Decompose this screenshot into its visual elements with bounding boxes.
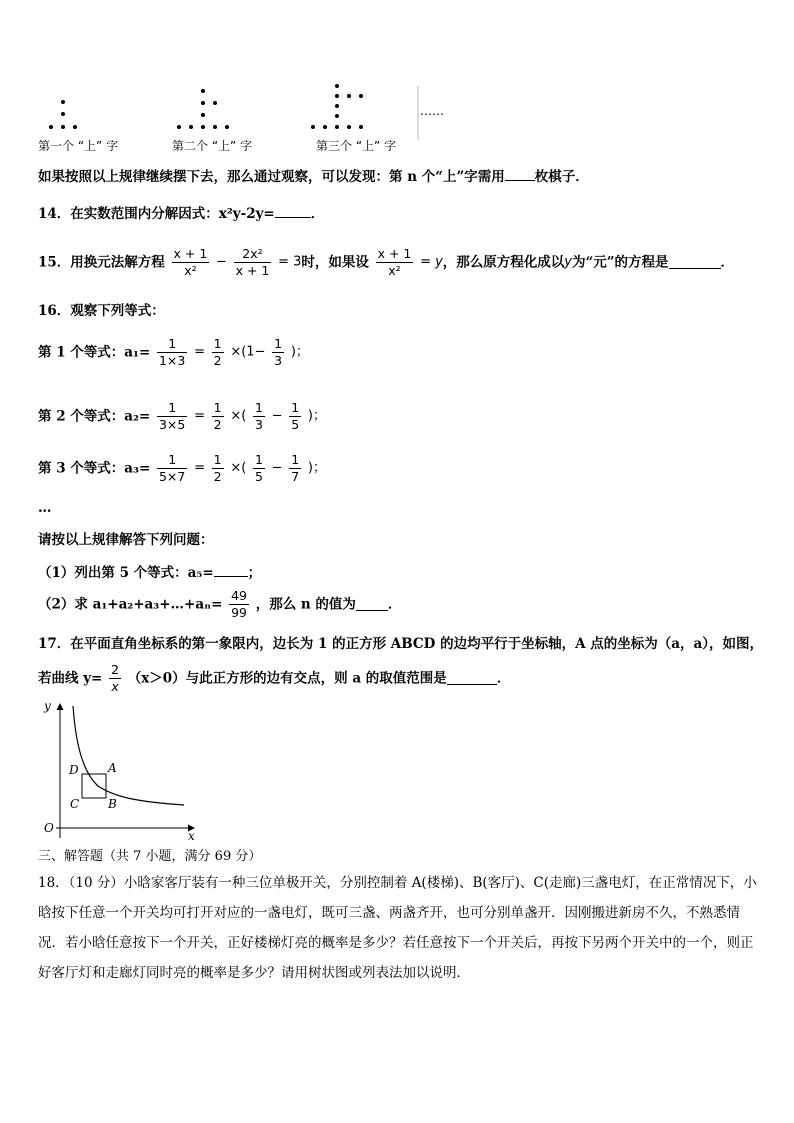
fraction: [157, 336, 187, 369]
dot: [61, 100, 65, 104]
dot: [189, 125, 193, 129]
fraction-half: [212, 336, 224, 369]
q16-part-2: [38, 588, 401, 621]
fraction-denominator: 3×5: [158, 417, 186, 432]
fraction: [289, 452, 301, 485]
times-paren: ×(: [230, 408, 247, 424]
dot: [49, 125, 53, 129]
dot: [335, 125, 339, 129]
graph-label-d: D: [69, 763, 79, 777]
fraction-numerator: 1: [291, 452, 300, 467]
fraction: [289, 400, 301, 433]
q16-equation-3: [38, 452, 326, 485]
q15-equals-3: = 3: [278, 254, 302, 270]
q16-equation-1: [38, 336, 309, 369]
dot: [201, 101, 205, 105]
q15-text-c: ，那么原方程化成以: [442, 254, 565, 271]
answer-blank-16-1: [214, 564, 248, 577]
fraction-numerator: 1: [157, 400, 187, 417]
fraction-numerator: 1: [213, 452, 222, 467]
fraction-numerator: 2x²: [234, 246, 272, 263]
q15-fraction-1: [172, 246, 210, 279]
equation-label: 第 3 个等式：a₃=: [38, 460, 151, 477]
times-paren: ×(: [230, 460, 247, 476]
graph-label-a: A: [108, 761, 117, 775]
dot: [347, 94, 351, 98]
fraction-denominator: 7: [291, 469, 300, 484]
dot: [61, 125, 65, 129]
q16-p1-text-a: （1）列出第 5 个等式：a₅=: [38, 565, 214, 581]
equals-sign: =: [194, 344, 205, 360]
dot: [311, 125, 315, 129]
dot-figures: [0, 0, 794, 140]
fraction-denominator: 3: [255, 417, 263, 432]
figure-1-label: 第一个 “上” 字: [38, 139, 119, 153]
question-13-line: [38, 168, 589, 185]
dot: [335, 104, 339, 108]
figure-ellipsis: ……: [420, 104, 444, 118]
q16-p1-text-b: ；: [247, 565, 262, 581]
fraction: [157, 452, 187, 485]
figure-3-label: 第三个 “上” 字: [316, 139, 397, 153]
dot: [359, 125, 363, 129]
fraction-numerator: 2: [111, 662, 120, 677]
fraction-denominator: 3: [274, 353, 283, 368]
dot: [201, 113, 205, 117]
dot: [73, 125, 77, 129]
fraction-denominator: 5: [255, 469, 263, 484]
q15-fraction-3: [376, 246, 414, 279]
equation-label: 第 2 个等式：a₂=: [38, 408, 151, 425]
answer-blank-16-2: [356, 598, 388, 611]
equals-sign: =: [194, 408, 205, 424]
fraction-numerator: x + 1: [173, 246, 208, 261]
fraction-denominator: x: [111, 679, 119, 694]
figure-3-dots: [311, 84, 363, 129]
q15-text-b: 时，如果设: [301, 254, 369, 271]
fraction-denominator: x + 1: [235, 263, 270, 278]
question-18: 18．（10 分）小晗家客厅装有一种三位单极开关，分别控制着 A(楼梯)、B(客厅)、C(走廊)三盏电灯，在正常情况下，小晗按下任意一个开关均可打开对应的一盏电灯，既可三盏、两盏齐开，也可分别单盏开．因刚搬进新房不久，不熟悉情况．若小晗任意按下一个开关，正好楼梯灯亮的概率是多少？若任意按下一个开关后，再按下另两个开关中的一个，则正好客厅灯和走廊灯同时亮的概率是多少？请用树状图或列表法加以说明．: [38, 875, 757, 981]
fraction-numerator: 1: [255, 400, 263, 415]
fraction-numerator: 1: [274, 336, 283, 351]
fraction-denominator: 99: [231, 605, 247, 620]
fraction: [157, 400, 187, 433]
dot: [323, 125, 327, 129]
fraction-numerator: 49: [231, 588, 247, 603]
figure-2-dots: [177, 89, 229, 129]
question-14: [38, 205, 324, 222]
dot: [201, 125, 205, 129]
dot: [359, 94, 363, 98]
q15-text-d: 为“元”的方程是: [571, 254, 669, 271]
dot: [335, 94, 339, 98]
times-paren: ×(1−: [230, 344, 266, 360]
answer-blank-13: [505, 168, 535, 181]
hyperbola-curve: [73, 706, 184, 805]
dot: [177, 125, 181, 129]
equals-sign: =: [194, 460, 205, 476]
q16-ellipsis: …: [38, 500, 52, 516]
question-17-line-1: 17．在平面直角坐标系的第一象限内，边长为 1 的正方形 ABCD 的边均平行于坐标轴，A 点的坐标为（a，a），如图，: [38, 636, 763, 652]
q17-text-a: 若曲线 y=: [38, 670, 103, 687]
dot: [225, 125, 229, 129]
q15-text-a: 15．用换元法解方程: [38, 254, 165, 271]
q15-y: y: [564, 254, 572, 270]
dot: [213, 125, 217, 129]
fraction: [109, 662, 121, 695]
dot: [213, 101, 217, 105]
minus-sign: −: [271, 460, 283, 476]
graph-label-c: C: [70, 797, 80, 811]
answer-blank-14: [275, 205, 311, 218]
figure-2-label: 第二个 “上” 字: [172, 139, 253, 153]
fraction-denominator: 2: [213, 353, 222, 368]
q14-text-b: ．: [310, 206, 325, 222]
q13-text-b: 枚棋子．: [534, 169, 589, 185]
q15-equals-y: = y: [420, 254, 443, 270]
q15-fraction-2: [234, 246, 272, 279]
fraction-half: [212, 400, 224, 433]
graph-label-origin: O: [44, 821, 54, 835]
close-paren: )；: [307, 460, 326, 476]
question-15: [38, 246, 734, 279]
graph-label-y: y: [44, 699, 51, 713]
q17-graph: [36, 698, 206, 843]
fraction-numerator: 1: [157, 336, 187, 353]
fraction-denominator: x²: [184, 263, 197, 278]
close-paren: )；: [307, 408, 326, 424]
dot: [201, 89, 205, 93]
fraction: [229, 588, 249, 621]
dot: [61, 112, 65, 116]
q17-text-c: ．: [496, 670, 511, 687]
fraction-denominator: 2: [213, 469, 222, 484]
question-16-heading: 16．观察下列等式：: [38, 303, 165, 319]
graph-label-b: B: [108, 797, 117, 811]
dot: [335, 114, 339, 118]
fraction-numerator: 1: [213, 400, 222, 415]
q15-minus: −: [215, 254, 227, 270]
q17-text-b: （x＞0）与此正方形的边有交点，则 a 的取值范围是: [127, 670, 447, 687]
close-paren: )；: [290, 344, 309, 360]
q14-text-a: 14．在实数范围内分解因式：x²y-2y=: [38, 206, 275, 222]
q16-p2-text-a: （2）求 a₁+a₂+a₃+…+aₙ=: [38, 596, 223, 613]
q16-p2-text-b: ，那么 n 的值为: [255, 596, 356, 613]
fraction-denominator: 2: [213, 417, 222, 432]
q16-instruction: 请按以上规律解答下列问题：: [38, 532, 214, 548]
fraction: [253, 452, 265, 485]
fraction-numerator: 1: [255, 452, 263, 467]
section-3-heading: 三、解答题（共 7 小题，满分 69 分）: [38, 849, 262, 864]
fraction: [253, 400, 265, 433]
figure-1-dots: [49, 100, 77, 129]
fraction: [272, 336, 284, 369]
fraction-numerator: x + 1: [377, 246, 412, 261]
fraction-numerator: 1: [213, 336, 222, 351]
dot: [347, 125, 351, 129]
q16-equation-2: [38, 400, 326, 433]
dot: [335, 84, 339, 88]
square-abcd: [82, 774, 106, 798]
fraction-denominator: x²: [388, 263, 401, 278]
fraction-numerator: 1: [157, 452, 187, 469]
equation-label: 第 1 个等式：a₁=: [38, 344, 151, 361]
answer-blank-17: [447, 672, 497, 685]
minus-sign: −: [271, 408, 283, 424]
fraction-denominator: 1×3: [158, 353, 186, 368]
fraction-half: [212, 452, 224, 485]
graph-label-x: x: [188, 829, 195, 843]
fraction-denominator: 5: [291, 417, 300, 432]
question-17-line-2: [38, 662, 510, 695]
fraction-denominator: 5×7: [158, 469, 186, 484]
q13-text-a: 如果按照以上规律继续摆下去，那么通过观察，可以发现：第 n 个“上”字需用: [38, 169, 505, 185]
answer-blank-15: [669, 256, 721, 269]
fraction-numerator: 1: [291, 400, 300, 415]
q16-part-1: [38, 564, 261, 581]
q15-text-e: ．: [720, 254, 735, 271]
q16-p2-text-c: ．: [387, 596, 402, 613]
